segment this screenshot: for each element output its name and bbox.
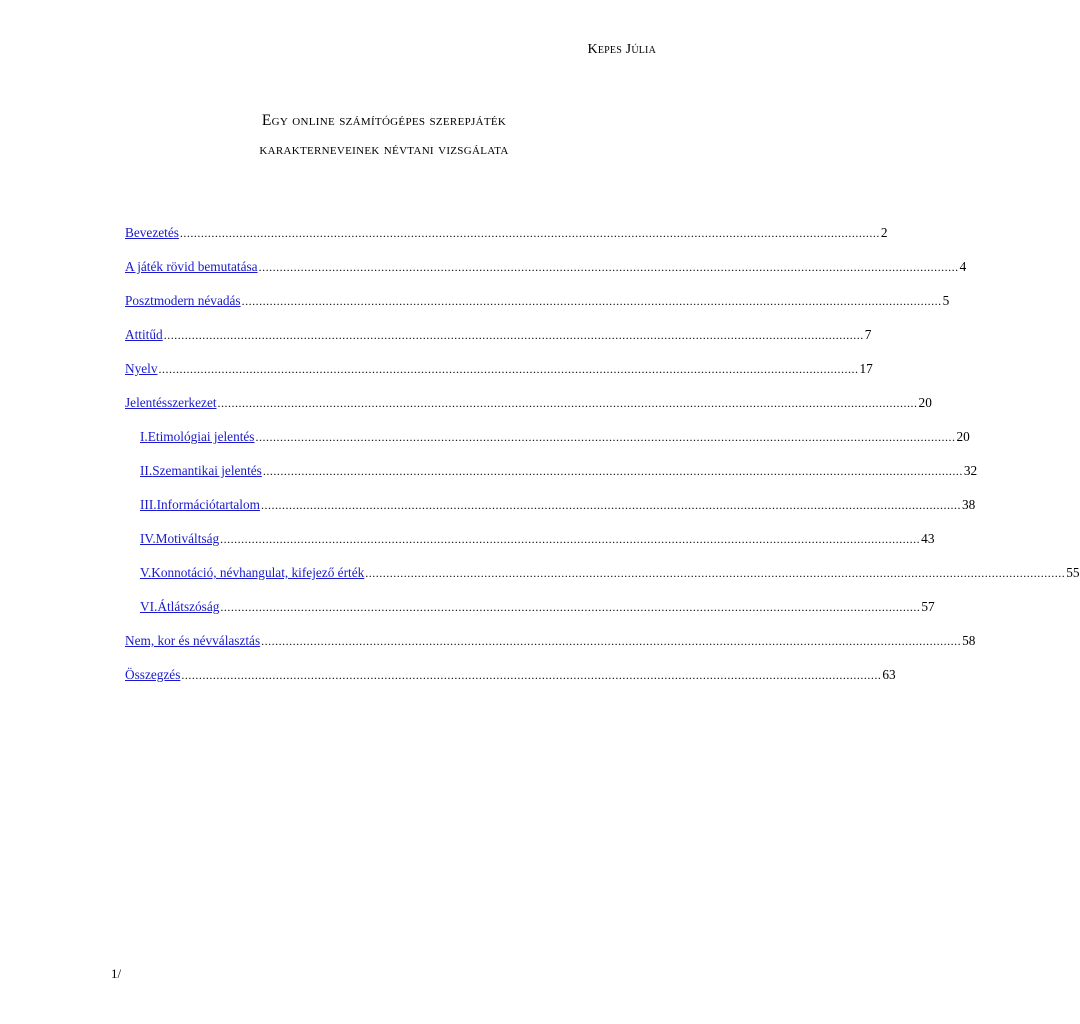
table-of-contents bbox=[125, 224, 1080, 700]
toc-page-number: 2 bbox=[880, 225, 888, 240]
title-line-2: karakterneveinek névtani vizsgálata bbox=[259, 141, 509, 158]
author-name: Kepes Júlia bbox=[587, 42, 656, 57]
toc-entry-informaciotartalom bbox=[125, 496, 976, 530]
toc-link-attitud[interactable]: Attitűd bbox=[125, 327, 163, 342]
toc-leader: ........................................................................................................................................................................................................ bbox=[261, 634, 962, 648]
toc-link-osszegzes[interactable]: Összegzés bbox=[125, 667, 181, 682]
toc-entry-jelentesszerkezet bbox=[125, 394, 932, 428]
toc-page-number: 55 bbox=[1066, 565, 1080, 580]
toc-entry-posztmodern-nevadas bbox=[125, 292, 950, 326]
toc-page-number: 63 bbox=[882, 667, 896, 682]
toc-link-posztmodern-nevadas[interactable]: Posztmodern névadás bbox=[125, 293, 241, 308]
toc-page-number: 5 bbox=[942, 293, 950, 308]
document-title bbox=[0, 106, 768, 164]
toc-entry-bevezetes bbox=[125, 224, 888, 258]
toc-link-atlatszosag[interactable]: Átlátszóság bbox=[157, 599, 220, 614]
toc-link-number[interactable]: III. bbox=[140, 497, 157, 512]
toc-entry-konnotacio bbox=[125, 564, 1080, 598]
toc-link-konnotacio[interactable]: Konnotáció, névhangulat, kifejező érték bbox=[151, 565, 365, 580]
toc-leader: ........................................................................................................................................................................................................ bbox=[258, 260, 959, 274]
toc-link-nem-kor-nevvalasztas[interactable]: Nem, kor és névválasztás bbox=[125, 633, 261, 648]
toc-page-number: 20 bbox=[918, 395, 932, 410]
toc-leader: ........................................................................................................................................................................................................ bbox=[179, 226, 880, 240]
toc-entry-nem-kor-nevvalasztas bbox=[125, 632, 976, 666]
toc-leader: ........................................................................................................................................................................................................ bbox=[241, 294, 942, 308]
toc-link-jelentesszerkezet[interactable]: Jelentésszerkezet bbox=[125, 395, 217, 410]
toc-leader: ........................................................................................................................................................................................................ bbox=[181, 668, 882, 682]
toc-entry-osszegzes bbox=[125, 666, 896, 700]
toc-leader: ........................................................................................................................................................................................................ bbox=[158, 362, 859, 376]
toc-link-number[interactable]: VI. bbox=[140, 599, 158, 614]
toc-entry-motivaltsag bbox=[125, 530, 935, 564]
toc-leader: ........................................................................................................................................................................................................ bbox=[220, 532, 921, 546]
toc-page-number: 32 bbox=[963, 463, 978, 478]
toc-link-number[interactable]: V. bbox=[140, 565, 152, 580]
toc-entry-atlatszosag bbox=[125, 598, 935, 632]
toc-link-jatek-bemutatasa[interactable]: A játék rövid bemutatása bbox=[125, 259, 258, 274]
toc-leader: ........................................................................................................................................................................................................ bbox=[261, 498, 961, 512]
toc-page-number: 43 bbox=[921, 531, 935, 546]
toc-leader: ........................................................................................................................................................................................................ bbox=[217, 396, 918, 410]
toc-entry-attitud bbox=[125, 326, 872, 360]
toc-link-etimologiai-jelentes[interactable]: Etimológiai jelentés bbox=[147, 429, 255, 444]
toc-page-number: 17 bbox=[859, 361, 873, 376]
toc-leader: ........................................................................................................................................................................................................ bbox=[255, 430, 956, 444]
toc-link-number[interactable]: I. bbox=[140, 429, 148, 444]
toc-entry-etimologiai-jelentes bbox=[125, 428, 970, 462]
toc-page-number: 4 bbox=[959, 259, 967, 274]
toc-entry-jatek-bemutatasa bbox=[125, 258, 967, 292]
title-line-1: Egy online számítógépes szerepjáték bbox=[261, 112, 507, 129]
toc-link-number[interactable]: II. bbox=[140, 463, 153, 478]
toc-link-informaciotartalom[interactable]: Információtartalom bbox=[156, 497, 260, 512]
toc-link-number[interactable]: IV. bbox=[140, 531, 156, 546]
toc-entry-nyelv bbox=[125, 360, 873, 394]
toc-page-number: 20 bbox=[956, 429, 970, 444]
toc-page-number: 7 bbox=[864, 327, 872, 342]
toc-link-nyelv[interactable]: Nyelv bbox=[125, 361, 158, 376]
toc-leader: ........................................................................................................................................................................................................ bbox=[163, 328, 864, 342]
toc-leader: ........................................................................................................................................................................................................ bbox=[262, 464, 963, 478]
toc-link-motivaltsag[interactable]: Motiváltság bbox=[155, 531, 220, 546]
toc-entry-szemantikai-jelentes bbox=[125, 462, 978, 496]
toc-page-number: 38 bbox=[962, 497, 976, 512]
toc-page-number: 57 bbox=[921, 599, 935, 614]
toc-page-number: 58 bbox=[962, 633, 976, 648]
toc-link-bevezetes[interactable]: Bevezetés bbox=[125, 225, 179, 240]
toc-link-szemantikai-jelentes[interactable]: Szemantikai jelentés bbox=[152, 463, 262, 478]
toc-leader: ........................................................................................................................................................................................................ bbox=[220, 600, 921, 614]
toc-leader: ........................................................................................................................................................................................................ bbox=[365, 566, 1066, 580]
page-marker: 1/ bbox=[111, 966, 122, 981]
